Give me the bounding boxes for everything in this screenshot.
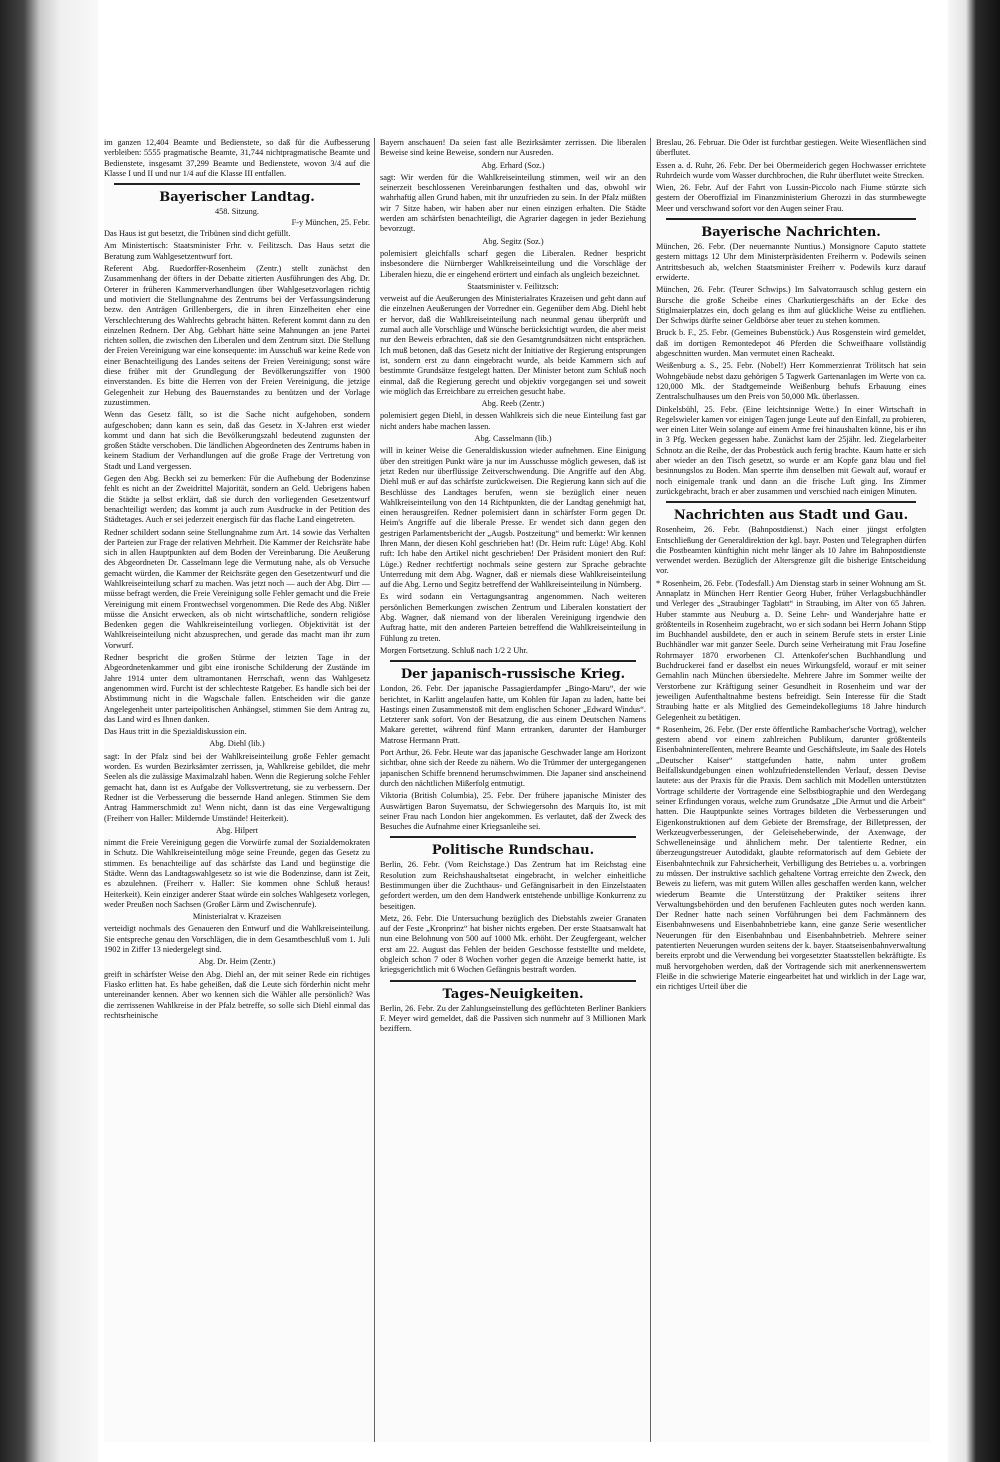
- paragraph: will in keiner Weise die Generaldiskussion wieder aufnehmen. Eine Einigung über den streitigen Punkt wäre ja nur im Ausschusse möglich gewesen, daß ist jetzt Reden nur überflüssige Zeitverschwendung. Die Angriffe auf den Abg. Diehl muß er auf das schärfste zurückweisen. Die Regierung kann sich auf die Beschlüsse des Landtages berufen, wenn sie bezüglich einer neuen Wahlkreiseinteilung von den 14 Richtpunkten, die der Landtag genehmigt hat, einen herausgreifen. Redner polemisiert dann in schärfster Form gegen Dr. Heim's Angriffe auf die liberale Presse. Er wendet sich dann gegen den gestrigen Parlamentsbericht der „Augsb. Postzeitung“ und bemerkt: Wir kennen Ihren Mann, der diesen Kohl geschrieben hat! (Dr. Heim ruft: Lüge! Abg. Kohl ruft: Ich habe den Artikel nicht geschrieben! Der Präsident moniert den Ruf: Lüge.) Redner rechtfertigt nochmals seine gestern zur Sprache gebrachte Unterredung mit dem Abg. Wagner, daß er niemals diese Wahlkreiseinteilung auf die Abg. Lerno und Segitz betreffend der Wahlkreiseinteilung in Nürnberg.: [380, 446, 646, 590]
- paragraph: Das Haus ist gut besetzt, die Tribünen sind dicht gefüllt.: [104, 229, 291, 239]
- speaker-label: Abg. Erhard (Soz.): [481, 160, 545, 170]
- news-item: Berlin, 26. Febr. Zu der Zahlungseinstellung des geflüchteten Berliner Bankiers F. Meyer wird gemeldet, daß die Passiven sich nunmehr auf 3 Millionen Mark beziffern.: [380, 1003, 646, 1034]
- paragraph: Morgen Fortsetzung. Schluß nach 1/2 2 Uhr.: [380, 645, 528, 655]
- paragraph: Redner schildert sodann seine Stellungnahme zum Art. 14 sowie das Verhalten der Parteien zur Frage der relativen Mehrheit. Die Kammer der Reichsräte habe sich in allen Hauptpunkten auf dem Boden der Vereinbarung. Die Aeußerung des Abgeordneten Dr. Casselmann lege die Vermutung nahe, als ob Versuche gemacht würden, die Kammer der Reichsräte gegen den Gesetzentwurf und die Wahlkreiseinteilung scharf zu machen. Was jetzt noch — auch der Abg. Dirr — müsse befragt werden, die Freie Vereinigung solle Fehler gemacht und die Freie Vereinigung mit einem Frontwechsel vorgenommen. Die Rede des Abg. Nißler müsse die Ansicht erwecken, als ob nicht wirtschaftliche, sondern religiöse Bedenken gegen die Wahlkreiseinteilung vorliegen. Objektivität ist der Wahlkreiseinteilung nicht abzusprechen, und gerade das macht man ihr zum Vorwurf.: [104, 527, 370, 650]
- news-item: München, 26. Febr. (Teurer Schwips.) Im Salvatorrausch schlug gestern ein Bursche die große Scheibe eines Charkutiergeschäfts an der Ecke des Stiglmaierplatzes ein, doch gelang es ihm auf glückliche Weise zu entfliehen. Der Schwips dürfte seiner Geldbörse aber teuer zu stehen kommen.: [656, 285, 926, 326]
- news-item: Port Arthur, 26. Febr. Heute war das japanische Geschwader lange am Horizont sichtbar, ohne sich der Reede zu nähern. Wo die Trümmer der untergegangenen japanischen Schiffe brennend herumschwimmen. Die Japaner sind anscheinend durch den nächtlichen Mißerfolg entmutigt.: [380, 748, 646, 788]
- speaker-label: Abg. Diehl (lib.): [209, 739, 265, 749]
- speaker-label: Abg. Segitz (Soz.): [482, 236, 544, 246]
- paragraph: Wenn das Gesetz fällt, so ist die Sache nicht aufgehoben, sondern aufgeschoben; dann kann es sein, daß das Gesetz in X-Jahren erst wieder kommt und dann hat sich die Bevölkerungszahl bedeutend zugunsten der großen Städte verschoben. Die ländlichen Abgeordneten des Zentrums haben in keinem Stadium der Verhandlungen auf die große Frage der Vertretung von Stadt und Land vergessen.: [104, 410, 370, 471]
- news-item: Berlin, 26. Febr. (Vom Reichstage.) Das Zentrum hat im Reichstag eine Resolution zum Reichshaushaltsetat eingebracht, in welcher einheitliche Bestimmungen über die Zuchthaus- und Gefängnisarbeit in den Einzelstaaten gefordert werden, um den dem Handwerk entstehende unbillige Konkurrenz zu beseitigen.: [380, 860, 646, 911]
- section-divider: [114, 183, 360, 185]
- paragraph: polemisiert gleichfalls scharf gegen die Liberalen. Redner bespricht insbesondere die Nürnberger Wahlkreiseinteilung und die Vorschläge der Liberalen hiezu, die er eingehend erörtert und einfach als ungleich bezeichnet.: [380, 248, 646, 279]
- news-item: Breslau, 26. Februar. Die Oder ist furchtbar gestiegen. Weite Wiesenflächen sind überflutet.: [656, 138, 926, 158]
- paragraph: sagt: Wir werden für die Wahlkreiseinteilung stimmen, weil wir an den seinerzeit beschlossenen Vereinbarungen festhalten und das, obwohl wir wahrhaftig allen Grund haben, mit ihr unzufrieden zu sein. In der Pfalz müßten wir 7 Sitze haben, wir haben aber nur einen einzigen erhalten. Die Städte werden am schärfsten benachteiligt, die Agrarier dagegen in jeder Beziehung bevorzugt.: [380, 172, 646, 234]
- news-item: Weißenburg a. S., 25. Febr. (Nobel!) Herr Kommerzienrat Trölitsch hat sein Wohngebäude nebst dazu gehörigen 5 Tagwerk Gartenanlagen im Werte von ca. 120,000 Mk. der Stadtgemeinde Weißenburg behufs Erbauung eines Zentralschulhauses um den Preis von 50,000 Mk. überlassen.: [656, 361, 926, 402]
- speaker-label: Abg. Hilpert: [216, 825, 258, 835]
- news-item: London, 26. Febr. Der japanische Passagierdampfer „Bingo-Maru“, der wie berichtet, in Karlitt angelaufen hatte, um Kohlen für Japan zu laden, hatte bei Hastings einen Zusammenstoß mit dem englischen Schoner „Edward Windus“. Letzterer sank sofort. Von der Besatzung, die aus einem Deutschen Namens Makare gerettet, während fünf Mann ertranken, darunter der Hamburger Matrose Hermann Pratt.: [380, 684, 646, 745]
- section-divider: [390, 660, 636, 662]
- section-heading-war: Der japanisch-russische Krieg.: [400, 667, 626, 683]
- paragraph: nimmt die Freie Vereinigung gegen die Vorwürfe zumal der Sozialdemokraten in Schutz. Die Wahlkreiseinteilung möge seine Freunde, gegen das Gesetz zu stimmen. Es benachteilige auf das schärfste das Land und begünstige die Städte. Wenn das Landtagswahlgesetz so ist wie die Bodenzinse, dann ist Zeit, es abzulehnen. (Freiherr v. Haller: Sie kommen ohne Schluß heraus! Heiterkeit). Kein einziger anderer Staat würde ein solches Wahlgesetz vorlegen, weder Preußen noch Sachsen (Großer Lärm und Zwischenrufe).: [104, 838, 370, 909]
- scan-left-margin: [0, 0, 98, 1462]
- news-item: * Rosenheim, 26. Febr. (Todesfall.) Am Dienstag starb in seiner Wohnung am St. Annaplatz in München Herr Rentier Georg Huber, früher Verlagsbuchhändler und Verleger des „Straubinger Tagblatt“ in Straubing, im Alter von 65 Jahren. Huber stammte aus Neuburg a. D. Seine Lehr- und Wanderjahre hatte er größtenteils in Rosenheim zugebracht, wo er sich sodann bei Herrn Johann Stipp im Buchhandel ausbildete, den er auch in seinem Berufe stets in erster Linie Buchhändler war mit ganzer Seele. Durch seine Verheiratung mit Frau Josefine Rohrmayer 1870 erworbenen Cl. Attenkofer'schen Buchhandlung und Buchdruckerei fand er daselbst ein neues Wirkungsfeld, worauf er mit seiner Gemahlin nach München übersiedelte. Mehrere Jahre im Sommer weilte der Verstorbene zur Kräftigung seiner Gesundheit in Rosenheim und war der jeweiligen Aufenthaltnahme bestens befreidigt. Sein Interesse für die Stadt Straubing hatte er als Mitglied des Gemeindekollegiums 18 Jahre hindurch Gelegenheit zu betätigen.: [656, 578, 926, 722]
- news-item: Dinkelsbühl, 25. Febr. (Eine leichtsinnige Wette.) In einer Wirtschaft in Regelswieler kamen vor einigen Tagen junge Leute auf den Einfall, zu probieren, wer einen Liter Wein solange auf einem Arme frei hinaushalten könne, bis er ihn in 3 Pfg. Wecken gegessen habe. Zunächst kam der 25jähr. led. Ziegelarbeiter Schnotz an die Reihe, der das Probestück auch fertig brachte. Kaum hatte er sich aber wieder an den Tisch gesetzt, so wurde er am Kopfe ganz blau und fiel besinnungslos zu Boden. Man sperrte ihm denselben mit Gewalt auf, worauf er noch einigemale trank und dann an die frische Luft ging. Ins Zimmer zurückgebracht, brach er aber zusammen und verschied nach einigen Minuten.: [656, 404, 926, 496]
- paragraph: Gegen den Abg. Beckh sei zu bemerken: Für die Aufhebung der Bodenzinse fehlt es nicht an der Zweidrittel Majorität, sondern an Geld. Uebrigens haben die Städte ja selbst erklärt, daß sie durch den vorliegenden Gesetzentwurf benachteiligt werden; das kommt ja auch zum Ausdrucke in der Petition des Städtetages. Auch er sei jederzeit energisch für das flache Land eingetreten.: [104, 474, 370, 525]
- section-divider: [390, 980, 636, 982]
- section-heading-landtag: Bayerischer Landtag.: [159, 190, 315, 206]
- paragraph: verteidigt nochmals des Genaueren den Entwurf und die Wahlkreiseinteilung. Sie entspreche genau den Vorschlägen, die in dem Gesamtbeschluß vom 1. Juli 1902 in Ziffer 13 niedergelegt sind.: [104, 924, 370, 955]
- section-heading-politics: Politische Rundschau.: [431, 843, 595, 859]
- paragraph: Das Haus tritt in die Spezialdiskussion ein.: [104, 727, 247, 737]
- news-item: Metz, 26. Febr. Die Untersuchung bezüglich des Diebstahls zweier Granaten auf der Feste „Kronprinz“ hat bisher nichts ergeben. Der erste Staatsanwalt hat nun eine Belohnung von 500 auf 1000 Mk. erhöht. Der Zeugfergeant, welcher erst am 22. August das Fehlen der beiden Geschosse feststellte und meldete, obgleich schon 7 oder 8 Wochen vorher gegen die Anzeige bemerkt hatte, ist kriegsgerichtlich mit 6 Wochen Gefängnis bestraft worden.: [380, 913, 646, 975]
- paragraph: sagt: In der Pfalz sind bei der Wahlkreiseinteilung große Fehler gemacht worden. Es wurden Bezirksämter zerrissen, ja, Wahlkreise gebildet, die mehr Seelen als die zulässige Maximalzahl haben. Wenn die Regierung solche Fehler gemacht hat, dann ist es Aufgabe der Volksvertretung, sie zu verbessern. Der Redner ist die Verbesserung die bessernde Hand anlegen. Stimmen Sie dem Antrag Hammerschmidt zu! Wenn nicht, dann ist das eine Vergewaltigung (Freiherr von Haller: Mildernde Umstände! Heiterkeit).: [104, 751, 370, 823]
- speaker-label: Staatsminister v. Feilitzsch:: [467, 281, 559, 291]
- column-right: [656, 138, 926, 1442]
- paragraph: verweist auf die Aeußerungen des Ministerialrates Krazeisen und geht dann auf die einzelnen Aeußerungen der Vorredner ein. Gegenüber dem Abg. Diehl hebt er hervor, daß die Wahlkreiseinteilung nach neunmal genau überprüft und zumal auch alle Vorschläge und Wünsche berücksichtigt wurden, die aber meist nur den Beweis erbrachten, daß sie den Gesamtgrundsätzen nicht entsprächen. Ich muß betonen, daß das Gesetz nicht der Initiative der Regierung entsprungen ist, sondern erst zu dann eingebracht wurde, als beide Kammern sich auf bestimmte Grundsätze festgelegt hatten. Der Minister betont zum Schluß noch einmal, daß die Regierung gerecht und objektiv vorgegangen sei und soweit wie möglich das Erreichbare zu erreichen gesucht habe.: [380, 294, 646, 396]
- paragraph: Bayern anschauen! Da seien fast alle Bezirksämter zerrissen. Die liberalen Beweise sind keine Beweise, sondern nur Ausreden.: [380, 138, 646, 158]
- news-item: Bruck b. F., 25. Febr. (Gemeines Bubenstück.) Aus Rosgenstein wird gemeldet, daß im dortigen Remontedepot 46 Pferden die Schweifhaare vollständig abgeschnitten wurden. Man vermutet einen Racheakt.: [656, 328, 926, 359]
- speaker-label: Abg. Reeb (Zentr.): [481, 399, 545, 409]
- paragraph: Referent Abg. Ruedorffer-Rosenheim (Zentr.) stellt zunächst den Zusammenhang der öfters in der Debatte zitierten Ausführungen des Abg. Dr. Orterer in früheren Kammerverhandlungen über Wahlgesetzvorlagen richtig und motiviert die Stellungnahme des Zentrums bei der Verfassungsänderung bezw. den Anträgen Grillenbergers, die in ihren Einzelheiten eher eine Verschlechterung des Wahlrechts gebracht hätten. Referent kommt dann zu den einzelnen Rednern. Der Abg. Gebhart hätte seine Mahnungen an jene Partei richten sollen, die zwischen den Liberalen und dem Zentrum sitzt. Die Stellung der Freien Vereinigung war eine konsequente: im Ausschuß war keine Rede von einer Benachteiligung des Landes seitens der Freien Vereinigung; sonst wäre diese früher mit der Grundlegung der Bevölkerungsziffer von 1900 einverstanden. Es bitte die Herren von der Freien Vereinigung, die jetzige Gelegenheit zur Hebung des Bauernstandes zu benützen und der Vorlage zuzustimmen.: [104, 264, 370, 407]
- news-item: Essen a. d. Ruhr, 26. Febr. Der bei Obermeiderich gegen Hochwasser errichtete Ruhrdeich wurde vom Wasser durchbrochen, die Ruhr überflutet weite Strecken.: [656, 160, 926, 180]
- speaker-label: Abg. Casselmann (lib.): [474, 434, 552, 444]
- news-item: * Rosenheim, 26. Febr. (Der erste öffentliche Rambacher'sche Vortrag), welcher gestern abend vor einem zahlreichen Publikum, darunter größtenteils Eisenbahnintereſſenten, mehrere Beamte und Geschäftsleute, im Saale des Hotels „Deutscher Kaiser“ stattgefunden hatte, nahm unter großem Beifallskundgebungen einen wohlzufriedenstellenden Verlauf, dessen Devise lautete: aus der Praxis für die Praxis. Dem sachlich mit Modellen unterstützten Vortrage schilderte der Vortragende eine Selbstbiographie und den Werdegang seiner Erfindungen voraus, welche zum Grundsatze „Die Armut und die Arbeit“ hatten. Die Hauptpunkte seines Vortrages bildeten die Verbesserungen und Eigenkonstruktionen auf dem Gebiete der Bremsfrage, der Billetpressen, der Werkzeugverbesserungen, der Geleiseheberwinde, der Axenwage, der Schwelleneinsäge und ähnlichem mehr. Der talentierte Redner, ein überzeugungstreuer Autodidakt, glaubte reformatorisch auf dem Gebiete der Eisenbahntechnik zur Fahrsicherheit, Verbilligung des Betriebes u. a. vorbringen zu müssen. Der instruktive sachlich gehaltene Vortrag erreichte den Zweck, den Beweis zu liefern, was mit gutem Willen alles geschaffen werden kann, welcher wiederum Beamte die Unterstützung der Praktiker seitens ihrer Verwaltungsbehörden und den berufenen Fachleuten gutes noch werden kann. Der Redner hatte nach seinen Vorführungen bei dem Fachmännern des Eisenbahnwesens und Eisenbahnbetriebe kann, eine ganze Serie wesentlicher Neuerungen für den Eisenbahnbau und Eisenbahnbetrieb. Mehrere seiner patentierten Neuerungen wurden seitens der k. bayer. Staatseisenbahnverwaltung bereits erprobt und die Verwendung bei vorgesetzter Staatsstellen bekräftigte. Es muß hervorgehoben werden, daß der Vortragende sich mit anerkennenswertem Fleiße in die schwierige Materie eingearbeitet hat und wirklich in der Lage war, ein richtiges Urteil über die: [656, 724, 926, 992]
- news-item: Rosenheim, 26. Febr. (Bahnpostdienst.) Nach einer jüngst erfolgten Entschließung der Generaldirektion der kgl. bayr. Posten und Telegraphen dürfen die Postbeamten künftighin nicht mehr länger als 10 Jahre im Bahnpostdienste verwendet werden. Bezüglich der Altersgrenze gilt die bisherige Entscheidung vor.: [656, 525, 926, 576]
- dateline: F-y München, 25. Febr.: [291, 218, 370, 228]
- section-divider: [666, 501, 916, 503]
- section-heading-daily-news: Tages-Neuigkeiten.: [442, 986, 584, 1002]
- paragraph: Es wird sodann ein Vertagungsantrag angenommen. Nach weiteren persönlichen Bemerkungen zwischen Zentrum und Liberalen konstatiert der Abg. Wagner, daß niemand von der liberalen Vereinigung irgendwie den Auftrag hatte, mit den anderen Parteien betreffend die Wahlkreiseinteilung in Fühlung zu treten.: [380, 592, 646, 643]
- news-item: München, 26. Febr. (Der neuernannte Nuntius.) Monsignore Caputo stattete gestern mittags 12 Uhr dem Ministerpräsidenten Freiherrn v. Podewils seinen Antrittsbesuch ab, welchen Staatsminister Freiherr v. Podewils kurz darauf erwiderte.: [656, 242, 926, 282]
- news-item: Viktoria (British Columbia), 25. Febr. Der frühere japanische Minister des Auswärtigen Baron Suyematsu, der Schwiegersohn des Marquis Ito, ist mit seiner Frau nach London hier angekommen. Es verlautet, daß der Zweck des Besuches die Aufnahme einer Kriegsanleihe sei.: [380, 791, 646, 832]
- column-middle: [380, 138, 646, 1442]
- session-label: 458. Sitzung.: [214, 207, 260, 217]
- column-rule: [650, 138, 651, 1442]
- news-item: Wien, 26. Febr. Auf der Fahrt von Lussin-Piccolo nach Fiume stürzte sich gestern der Oberoffizial im Finanzministerium Gherozzi in das sturmbewegte Meer und verschwand sofort vor den Augen seiner Frau.: [656, 183, 926, 213]
- scan-right-margin: [948, 0, 1000, 1462]
- paragraph: Am Ministertisch: Staatsminister Frhr. v. Feilitzsch. Das Haus setzt die Beratung zum Wahlgesetzentwurf fort.: [104, 241, 370, 261]
- section-divider: [666, 218, 916, 220]
- paragraph: polemisiert gegen Diehl, in dessen Wahlkreis sich die neue Einteilung fast gar nicht anders habe machen lassen.: [380, 411, 646, 431]
- paragraph: Redner bespricht die großen Stürme der letzten Tage in der Abgeordnetenkammer und gibt eine ironische Schilderung der Zustände im Jahre 1914 unter dem ultramontanen Herrschaft, wenn das Wahlgesetz angenommen wird. Furcht ist der schlechteste Ratgeber. Es handle sich bei der Abstimmung nicht in die Wagschale fallen. Entscheiden wir die ganze Angelegenheit unter parteipolitischen Anhängsel, stimmen Sie dem Antrag zu, das Land wird es Ihnen danken.: [104, 653, 370, 724]
- newspaper-page: [104, 138, 930, 1442]
- paragraph: greift in schärfster Weise den Abg. Diehl an, der mit seiner Rede ein richtiges Fiasko erlitten hat. Es habe geheißen, daß die Leute sich förderhin nicht mehr untereinander kennen. Aber wo kennen sich die Wähler alle persönlich? Was die zerrissenen Wahlkreise in der Pfalz betreffe, so solle sich Diehl einmal das rechtsrheinische: [104, 969, 370, 1020]
- intro-paragraph: im ganzen 12,404 Beamte und Bedienstete, so daß für die Aufbesserung verbleiben: 5555 pragmatische Beamte, 31,744 nichtpragmatische Beamte und Bedienstete, insgesamt 37,299 Beamte und Bedienstete, wovon 3/4 auf die Klasse I und II und nur 1/4 auf die Klasse III entfallen.: [104, 138, 370, 178]
- speaker-label: Abg. Dr. Heim (Zentr.): [198, 957, 276, 967]
- column-left: [104, 138, 370, 1442]
- column-rule: [374, 138, 375, 1442]
- speaker-label: Ministerialrat v. Krazeisen: [192, 912, 282, 922]
- section-divider: [390, 836, 636, 838]
- section-heading-local: Nachrichten aus Stadt und Gau.: [673, 508, 909, 524]
- section-heading-bavaria: Bayerische Nachrichten.: [701, 225, 881, 241]
